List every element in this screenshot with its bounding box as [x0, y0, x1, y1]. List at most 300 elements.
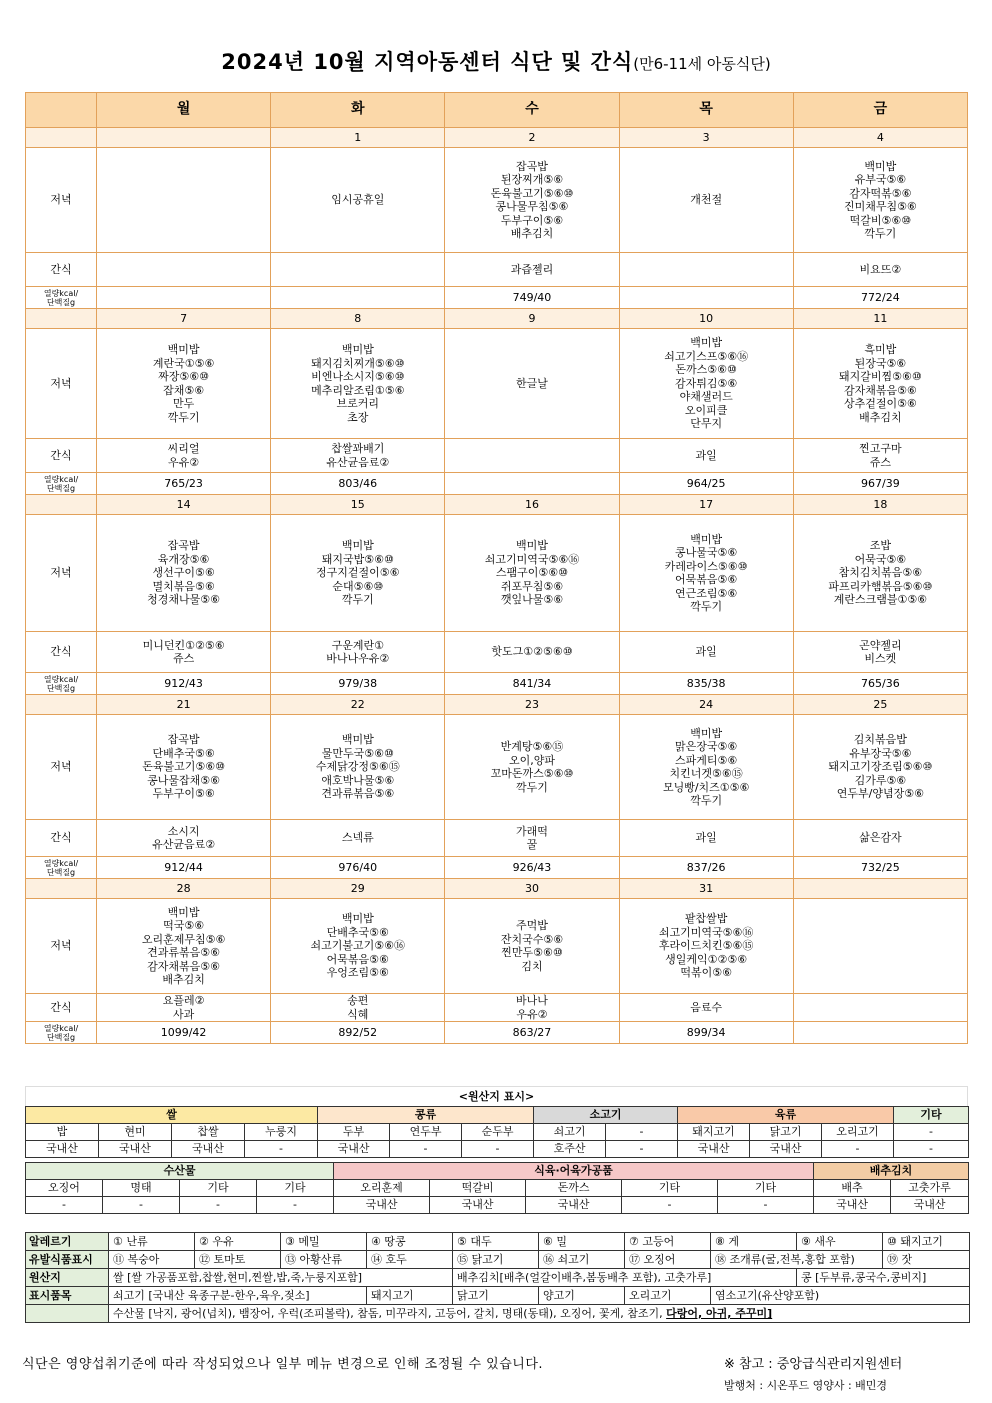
origin-item-name: 순두부 [462, 1124, 534, 1141]
origin-item-name: 누룽지 [245, 1124, 318, 1141]
snack-item: 유산균음료② [152, 838, 216, 851]
allergen-item: ⑦ 고등어 [625, 1233, 711, 1251]
origin-item-name: 두부 [318, 1124, 390, 1141]
menu-item: 백미밥 [516, 539, 548, 553]
origin-item-name: 배추 [814, 1180, 891, 1197]
snack-row [26, 632, 968, 673]
menu-item: 어묵볶음⑤⑥ [326, 952, 389, 966]
dinner-cell [271, 148, 445, 253]
cal-cell: 912/44 [97, 857, 271, 879]
menu-item: 잡곡밥 [167, 539, 200, 553]
date-cell: 18 [793, 495, 967, 515]
date-cell: 10 [619, 309, 793, 329]
snack-cell [271, 253, 445, 287]
menu-item: 쇠고기스프⑤⑥⑯ [664, 349, 749, 363]
cal-label: 열량kcal/ 단백질g [26, 673, 97, 695]
menu-item: 오리훈제무침⑤⑥ [141, 932, 226, 946]
corner-cell [26, 93, 97, 128]
origin-item-name: 현미 [99, 1124, 172, 1141]
snack-cell [793, 439, 967, 473]
allergen-item: ⑯ 쇠고기 [539, 1251, 625, 1269]
menu-item: 쇠고기불고기⑤⑥⑯ [310, 939, 406, 953]
snack-cell [271, 820, 445, 857]
cal-row [26, 287, 968, 309]
date-cell: 29 [271, 879, 445, 899]
allergen-item: ② 우유 [195, 1233, 281, 1251]
snack-item: 스넥류 [341, 831, 374, 845]
date-cell: 1 [271, 128, 445, 148]
menu-item: 멸치볶음⑤⑥ [152, 579, 215, 593]
snack-item: 곤약젤리 [859, 638, 902, 652]
origin-item-value: 국내산 [99, 1141, 172, 1158]
dinner-row [26, 148, 968, 253]
menu-item: 진미채무침⑤⑥ [843, 200, 917, 213]
snack-label: 간식 [26, 820, 97, 857]
dinner-row [26, 515, 968, 632]
menu-item: 유부국⑤⑥ [854, 173, 907, 186]
origin-table-2 [25, 1162, 969, 1214]
date-cell: 17 [619, 495, 793, 515]
menu-item: 스팸구이⑤⑥⑩ [495, 566, 569, 580]
snack-cell [97, 632, 271, 673]
snack-cell [619, 994, 793, 1022]
snack-cell [97, 439, 271, 473]
origin-item-pork: 돼지고기 [367, 1287, 453, 1305]
snack-item: 사과 [172, 1007, 195, 1021]
cal-cell: 976/40 [271, 857, 445, 879]
menu-item: 깻잎나물⑤⑥ [500, 593, 564, 607]
snack-item: 비스켓 [864, 652, 897, 665]
menu-item: 김치볶음밥 [853, 733, 907, 747]
snack-cell [445, 632, 619, 673]
menu-item: 수제닭강정⑤⑥⑮ [315, 760, 400, 774]
origin-group-beans: 콩류 [318, 1107, 534, 1124]
snack-item: 바나나 [516, 994, 548, 1007]
menu-item: 감자떡볶⑤⑥ [849, 186, 912, 200]
menu-item: 단무지 [690, 417, 723, 431]
menu-item: 깍두기 [167, 410, 200, 424]
origin-item-value: 국내산 [891, 1197, 969, 1214]
date-cell [793, 879, 967, 899]
origin-group-beef: 소고기 [534, 1107, 678, 1124]
snack-row [26, 439, 968, 473]
dinner-row [26, 715, 968, 820]
snack-item: 꿀 [526, 838, 538, 851]
origin-item-value: - [245, 1141, 318, 1158]
allergen-item: ⑫ 토마토 [195, 1251, 281, 1269]
snack-cell [271, 632, 445, 673]
origin-item-name: 쇠고기 [534, 1124, 606, 1141]
title-sub: (만6-11세 아동식단) [633, 55, 771, 73]
allergen-item: ⑧ 게 [711, 1233, 797, 1251]
menu-item: 쥐포무침⑤⑥ [500, 579, 564, 593]
allergen-item: ④ 땅콩 [367, 1233, 453, 1251]
dinner-cell [97, 899, 271, 994]
menu-item: 잔치국수⑤⑥ [500, 932, 564, 946]
cal-row [26, 857, 968, 879]
snack-item: 쥬스 [172, 652, 195, 665]
allergen-item: ⑮ 닭고기 [453, 1251, 539, 1269]
snack-item: 우유② [516, 1007, 548, 1021]
origin-item-name: 기타 [257, 1180, 334, 1197]
menu-item: 주먹밥 [516, 919, 548, 932]
date-label-cell [26, 309, 97, 329]
allergen-item: ⑰ 오징어 [625, 1251, 711, 1269]
date-label-cell [26, 879, 97, 899]
menu-item: 두부구이⑤⑥ [500, 213, 564, 227]
snack-item: 삶은감자 [859, 831, 902, 845]
menu-item: 쇠고기미역국⑤⑥⑯ [484, 552, 580, 566]
cal-cell: 892/52 [271, 1022, 445, 1044]
cal-cell [271, 287, 445, 309]
snack-label: 간식 [26, 439, 97, 473]
origin-item-name: 닭고기 [750, 1124, 822, 1141]
dinner-row [26, 899, 968, 994]
snack-cell [793, 994, 967, 1022]
dinner-cell [793, 899, 967, 994]
origin-item-value: - [390, 1141, 462, 1158]
page-title [0, 46, 992, 76]
snack-row [26, 253, 968, 287]
date-label-cell [26, 128, 97, 148]
cal-cell: 1099/42 [97, 1022, 271, 1044]
menu-item: 콩나물국⑤⑥ [675, 546, 738, 559]
menu-item: 치킨너겟⑤⑥⑮ [669, 767, 743, 780]
menu-item: 돼지김치찌개⑤⑥⑩ [311, 356, 405, 370]
dinner-label: 저녁 [26, 715, 97, 820]
origin-item-name: 고춧가루 [891, 1180, 969, 1197]
menu-item: 육개장⑤⑥ [157, 552, 210, 566]
dinner-cell [97, 515, 271, 632]
date-cell: 15 [271, 495, 445, 515]
menu-item: 비엔나소시지⑤⑥⑩ [311, 370, 405, 383]
date-cell [97, 128, 271, 148]
dinner-cell [271, 715, 445, 820]
origin-item-value: - [894, 1141, 969, 1158]
cal-row [26, 1022, 968, 1044]
menu-item: 돈육불고기⑤⑥⑩ [142, 760, 225, 774]
snack-item: 유산균음료② [326, 455, 390, 469]
dinner-cell [445, 329, 619, 439]
snack-item: 쥬스 [869, 455, 891, 469]
cal-row [26, 673, 968, 695]
menu-item: 돈까스⑤⑥⑩ [675, 363, 737, 377]
origin-item-name: 명태 [103, 1180, 180, 1197]
snack-cell [793, 632, 967, 673]
snack-item: 찹쌀꽈배기 [331, 442, 385, 455]
dinner-cell [793, 148, 967, 253]
origin-item-name: - [606, 1124, 678, 1141]
menu-table [25, 92, 968, 1044]
cal-label: 열량kcal/ 단백질g [26, 473, 97, 495]
menu-item: 스파게티⑤⑥ [675, 753, 738, 767]
day-header: 목 [619, 93, 793, 128]
date-row [26, 128, 968, 148]
day-header: 화 [271, 93, 445, 128]
date-cell: 21 [97, 695, 271, 715]
origin-item-name: 기타 [718, 1180, 814, 1197]
dinner-label: 저녁 [26, 899, 97, 994]
origin-item-value: - [462, 1141, 534, 1158]
cal-cell: 979/38 [271, 673, 445, 695]
menu-item: 조밥 [869, 539, 891, 553]
menu-item: 만두 [172, 397, 195, 410]
origin-section [25, 1086, 968, 1214]
cal-cell: 926/43 [445, 857, 619, 879]
origin-item-value: 국내산 [172, 1141, 245, 1158]
menu-item: 단배추국⑤⑥ [152, 746, 215, 760]
menu-item: 백미밥 [167, 905, 200, 919]
menu-item: 돼지갈비찜⑤⑥⑩ [839, 370, 922, 383]
menu-item: 두부구이⑤⑥ [152, 787, 215, 801]
menu-item: 깍두기 [690, 794, 723, 807]
origin-item-value: - [26, 1197, 103, 1214]
snack-cell [619, 820, 793, 857]
snack-item: 비요뜨② [859, 262, 902, 276]
snack-item: 음료수 [690, 1000, 723, 1014]
allergen-item: ⑱ 조개류(굴,전복,홍합 포함) [711, 1251, 883, 1269]
menu-item: 단배추국⑤⑥ [326, 925, 389, 939]
origin-item-value: - [622, 1197, 718, 1214]
menu-item: 유부장국⑤⑥ [849, 746, 912, 760]
cal-cell: 964/25 [619, 473, 793, 495]
menu-item: 배추김치 [510, 227, 554, 240]
origin-table-1 [25, 1106, 969, 1158]
date-cell: 24 [619, 695, 793, 715]
menu-item: 연두부/양념장⑤⑥ [836, 787, 924, 801]
menu-item: 백미밥 [341, 539, 374, 553]
date-cell: 3 [619, 128, 793, 148]
origin-group-kimchi: 배추김치 [814, 1163, 969, 1180]
menu-item: 한글날 [516, 376, 548, 390]
snack-cell [619, 253, 793, 287]
snack-item: 소시지 [167, 824, 200, 838]
origin-item-value: 국내산 [318, 1141, 390, 1158]
menu-item: 깍두기 [341, 593, 374, 607]
menu-item: 백미밥 [341, 343, 374, 356]
origin-item-name: 기타 [622, 1180, 718, 1197]
dinner-cell [271, 329, 445, 439]
menu-item: 잡곡밥 [167, 733, 200, 747]
menu-item: 쇠고기미역국⑤⑥⑯ [658, 925, 754, 939]
menu-item: 팥찹쌀밥 [684, 912, 728, 926]
origin-caption: <원산지 표시> [25, 1086, 968, 1106]
date-label-cell [26, 495, 97, 515]
origin-item-value: 호주산 [534, 1141, 606, 1158]
date-cell: 31 [619, 879, 793, 899]
date-row [26, 695, 968, 715]
date-cell: 14 [97, 495, 271, 515]
origin-group-processed: 식육·어육가공품 [334, 1163, 814, 1180]
menu-item: 콩나물무침⑤⑥ [495, 200, 569, 213]
snack-cell [793, 820, 967, 857]
cal-label: 열량kcal/ 단백질g [26, 1022, 97, 1044]
menu-item: 정구지겉절이⑤⑥ [316, 566, 400, 580]
snack-cell [445, 994, 619, 1022]
origin-item-beef: 쇠고기 [국내산 육종구분-한우,육우,젖소] [109, 1287, 367, 1305]
menu-item: 청경채나물⑤⑥ [147, 593, 221, 607]
menu-item: 애호박나물⑤⑥ [321, 773, 395, 787]
menu-item: 개천절 [690, 193, 723, 207]
dinner-cell [793, 515, 967, 632]
snack-label: 간식 [26, 994, 97, 1022]
menu-item: 카레라이스⑤⑥⑩ [664, 559, 748, 573]
menu-item: 짜장⑤⑥⑩ [158, 370, 210, 383]
menu-item: 계란스크램블①⑤⑥ [833, 593, 928, 607]
cal-cell: 835/38 [619, 673, 793, 695]
origin-item-name: 오리고기 [822, 1124, 894, 1141]
origin-items-label: 원산지 [26, 1269, 109, 1287]
menu-item: 배추김치 [859, 410, 902, 424]
menu-item: 생일케익①②⑤⑥ [665, 952, 748, 966]
origin-item-chicken: 닭고기 [453, 1287, 539, 1305]
menu-item: 돈육불고기⑤⑥⑩ [490, 186, 574, 200]
allergen-item: ⑩ 돼지고기 [883, 1233, 970, 1251]
origin-items-label-2: 표시품목 [26, 1287, 109, 1305]
dinner-cell [619, 148, 793, 253]
menu-item: 계란국①⑤⑥ [152, 356, 215, 370]
dinner-cell [97, 715, 271, 820]
snack-cell [445, 820, 619, 857]
date-cell: 2 [445, 128, 619, 148]
date-cell: 9 [445, 309, 619, 329]
menu-item: 찐만두⑤⑥⑩ [501, 946, 563, 959]
snack-item: 과즙젤리 [510, 262, 554, 276]
cal-cell: 732/25 [793, 857, 967, 879]
origin-item-name: 떡갈비 [430, 1180, 526, 1197]
cal-cell [97, 287, 271, 309]
menu-item: 모닝빵/치즈①⑤⑥ [662, 780, 750, 794]
menu-item: 백미밥 [690, 726, 723, 740]
menu-item: 백미밥 [864, 159, 897, 173]
snack-label: 간식 [26, 632, 97, 673]
snack-item: 과일 [695, 448, 717, 462]
origin-item-name: 기타 [180, 1180, 257, 1197]
origin-item-value: - [822, 1141, 894, 1158]
allergen-item: ⑤ 대두 [453, 1233, 539, 1251]
allergen-item: ⑪ 복숭아 [109, 1251, 195, 1269]
allergen-item: ⑭ 호두 [367, 1251, 453, 1269]
allergy-label-2: 유발식품표시 [26, 1251, 109, 1269]
origin-item-name: - [894, 1124, 969, 1141]
origin-item-value: - [606, 1141, 678, 1158]
date-cell: 25 [793, 695, 967, 715]
snack-item: 가래떡 [516, 824, 548, 838]
dinner-cell [793, 715, 967, 820]
cal-cell [793, 1022, 967, 1044]
menu-item: 김가루⑤⑥ [854, 773, 907, 787]
menu-item: 백미밥 [690, 336, 723, 350]
menu-item: 깍두기 [690, 600, 723, 613]
date-cell: 8 [271, 309, 445, 329]
date-cell: 11 [793, 309, 967, 329]
dinner-cell [445, 515, 619, 632]
menu-item: 배추김치 [162, 973, 205, 986]
origin-item-name: 연두부 [390, 1124, 462, 1141]
allergen-item: ⑨ 새우 [797, 1233, 883, 1251]
origin-item-value: 국내산 [814, 1197, 891, 1214]
snack-item: 식혜 [347, 1007, 369, 1021]
menu-item: 돼지고기장조림⑤⑥⑩ [828, 760, 933, 774]
snack-item: 바나나우유② [326, 652, 390, 665]
day-header-row [26, 93, 968, 128]
date-cell: 28 [97, 879, 271, 899]
origin-item-lamb: 양고기 [539, 1287, 625, 1305]
origin-item-value: - [257, 1197, 334, 1214]
snack-item: 구운계란① [331, 638, 384, 652]
day-header: 수 [445, 93, 619, 128]
allergen-item: ⑥ 밀 [539, 1233, 625, 1251]
allergen-item: ① 난류 [109, 1233, 195, 1251]
menu-item: 된장찌개⑤⑥ [500, 173, 564, 186]
snack-item: 송편 [347, 994, 369, 1007]
date-cell: 4 [793, 128, 967, 148]
snack-cell [619, 439, 793, 473]
origin-item-goat: 염소고기(유산양포함) [711, 1287, 970, 1305]
date-row [26, 495, 968, 515]
origin-item-value: 국내산 [526, 1197, 622, 1214]
dinner-cell [619, 515, 793, 632]
cal-cell: 841/34 [445, 673, 619, 695]
snack-item: 과일 [695, 645, 717, 659]
dinner-label: 저녁 [26, 148, 97, 253]
menu-item: 임시공휴일 [331, 193, 385, 207]
date-cell: 23 [445, 695, 619, 715]
origin-item-kimchi: 배추김치[배추(얼갈이배추,봄동배추 포함), 고춧가루] [453, 1269, 797, 1287]
menu-item: 흑미밥 [864, 343, 897, 356]
menu-item: 야채샐러드 [679, 390, 733, 404]
origin-item-name: 오징어 [26, 1180, 103, 1197]
day-header: 금 [793, 93, 967, 128]
dinner-label: 저녁 [26, 515, 97, 632]
snack-item: 요플레② [162, 994, 205, 1007]
dinner-cell [271, 899, 445, 994]
menu-item: 반계탕⑤⑥⑮ [500, 740, 564, 753]
cal-cell: 967/39 [793, 473, 967, 495]
cal-cell: 749/40 [445, 287, 619, 309]
cal-label: 열량kcal/ 단백질g [26, 857, 97, 879]
origin-item-value: - [718, 1197, 814, 1214]
snack-cell [445, 439, 619, 473]
menu-item: 감자채볶음⑤⑥ [843, 383, 917, 397]
menu-item: 깍두기 [516, 780, 548, 794]
date-label-cell [26, 695, 97, 715]
snack-item: 씨리얼 [167, 442, 200, 455]
origin-item-seafood [109, 1305, 970, 1323]
origin-group-rice: 쌀 [26, 1107, 318, 1124]
cal-cell: 837/26 [619, 857, 793, 879]
menu-item: 감자튀김⑤⑥ [675, 376, 738, 390]
origin-items-label-blank [26, 1305, 109, 1323]
menu-item: 참치김치볶음⑤⑥ [838, 566, 923, 580]
snack-item: 미니던킨①②⑤⑥ [142, 638, 225, 652]
dinner-row [26, 329, 968, 439]
origin-item-name: 찹쌀 [172, 1124, 245, 1141]
menu-item: 후라이드치킨⑤⑥⑮ [658, 939, 754, 953]
origin-item-name: 오리훈제 [334, 1180, 430, 1197]
dinner-cell [619, 899, 793, 994]
dinner-cell [619, 715, 793, 820]
origin-item-value: - [180, 1197, 257, 1214]
snack-cell [619, 632, 793, 673]
snack-cell [97, 820, 271, 857]
snack-item: 핫도그①②⑤⑥⑩ [491, 645, 573, 659]
snack-cell [445, 253, 619, 287]
snack-cell [271, 439, 445, 473]
menu-item: 상추겉절이⑤⑥ [843, 397, 917, 410]
cal-cell: 765/36 [793, 673, 967, 695]
menu-item: 백미밥 [690, 532, 723, 546]
